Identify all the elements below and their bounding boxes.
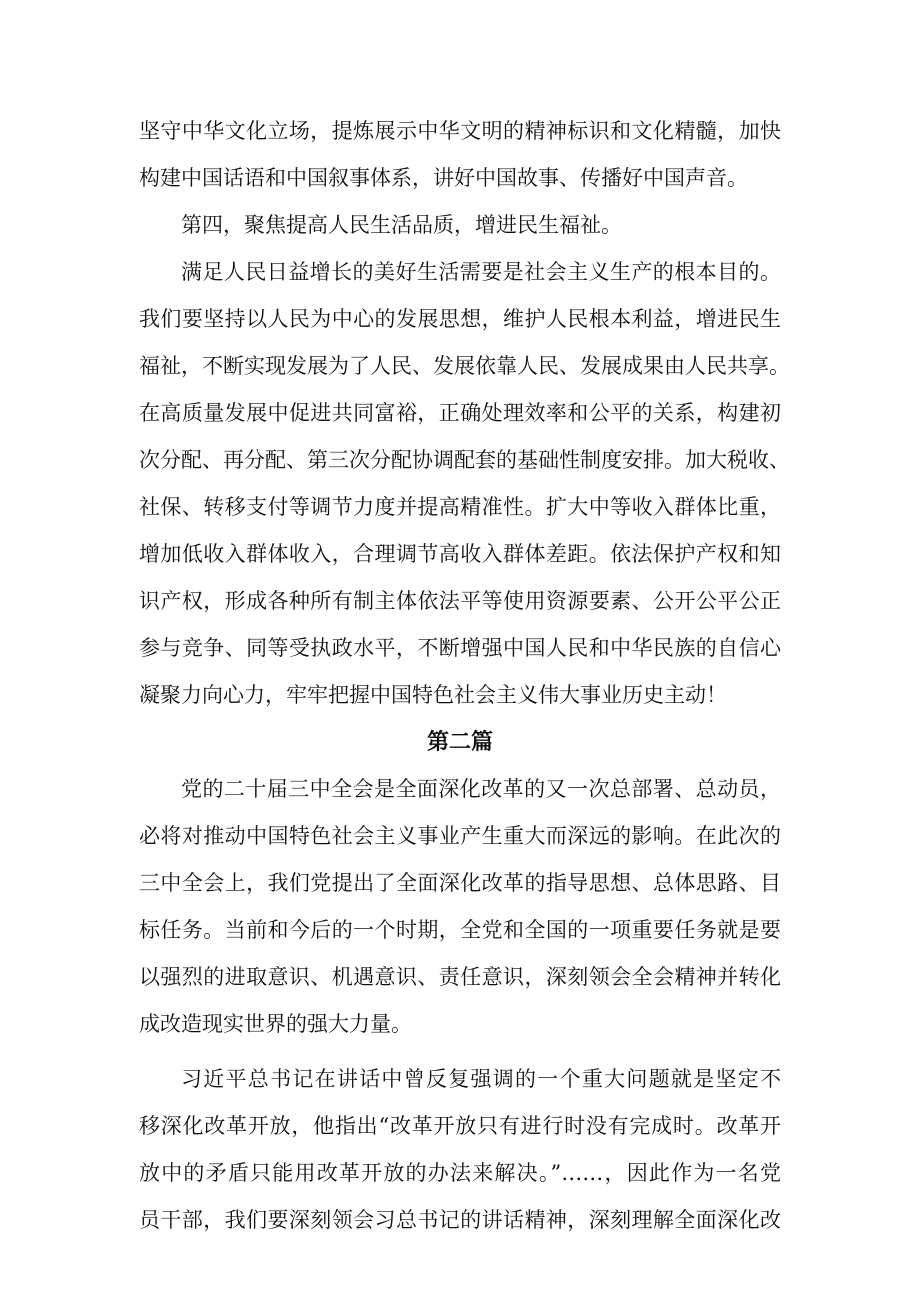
text-line: 福祉，不断实现发展为了人民、发展依靠人民、发展成果由人民共享。 [139,354,790,378]
paragraph-gap [139,1048,781,1056]
text-line: 党的二十届三中全会是全面深化改革的又一次总部署、总动员， [181,777,781,801]
text-line: 移深化改革开放，他指出“改革开放只有进行时没有完成时。改革开 [139,1114,781,1138]
text-line: 三中全会上，我们党提出了全面深化改革的指导思想、总体思路、目 [139,871,781,895]
text-line: 必将对推动中国特色社会主义事业产生重大而深远的影响。在此次的 [139,824,781,848]
text-line: 满足人民日益增长的美好生活需要是社会主义生产的根本目的。 [181,260,781,284]
document-page [139,108,790,1244]
text-line: 增加低收入群体收入，合理调节高收入群体差距。依法保护产权和知 [139,542,781,566]
text-line: 构建中国话语和中国叙事体系，讲好中国故事、传播好中国声音。 [139,166,748,190]
text-line: 员干部，我们要深刻领会习总书记的讲话精神，深刻理解全面深化改 [139,1208,781,1232]
text-line: 标任务。当前和今后的一个时期，全党和全国的一项重要任务就是要 [139,918,781,942]
text-line: 次分配、再分配、第三次分配协调配套的基础性制度安排。加大税收、 [139,448,790,472]
text-line: 在高质量发展中促进共同富裕，正确处理效率和公平的关系，构建初 [139,401,781,425]
text-line: 社保、转移支付等调节力度并提高精准性。扩大中等收入群体比重， [139,495,781,519]
text-line: 凝聚力向心力，牢牢把握中国特色社会主义伟大事业历史主动！ [139,683,727,707]
paragraph-second-1 [139,766,781,1048]
text-line: 参与竞争、同等受执政水平，不断增强中国人民和中华民族的自信心 [139,636,781,660]
paragraph-second-2 [139,1056,781,1244]
text-line: 识产权，形成各种所有制主体依法平等使用资源要素、公开公平公正 [139,589,781,613]
text-line: 我们要坚持以人民为中心的发展思想，维护人民根本利益，增进民生 [139,307,781,331]
text-line: 坚守中华文化立场，提炼展示中华文明的精神标识和文化精髓，加快 [139,119,781,143]
text-line: 放中的矛盾只能用改革开放的办法来解决。”……，因此作为一名党 [139,1161,781,1185]
paragraph-point-four [139,249,790,719]
text-line: 成改造现实世界的强大力量。 [139,1012,412,1036]
paragraph-intro [139,108,781,202]
point-four-title: 第四，聚焦提高人民生活品质，增进民生福祉。 [181,213,622,237]
text-line: 以强烈的进取意识、机遇意识、责任意识，深刻领会全会精神并转化 [139,965,781,989]
text-line: 习近平总书记在讲话中曾反复强调的一个重大问题就是坚定不 [181,1067,781,1091]
section-heading: 第二篇 [426,730,493,755]
